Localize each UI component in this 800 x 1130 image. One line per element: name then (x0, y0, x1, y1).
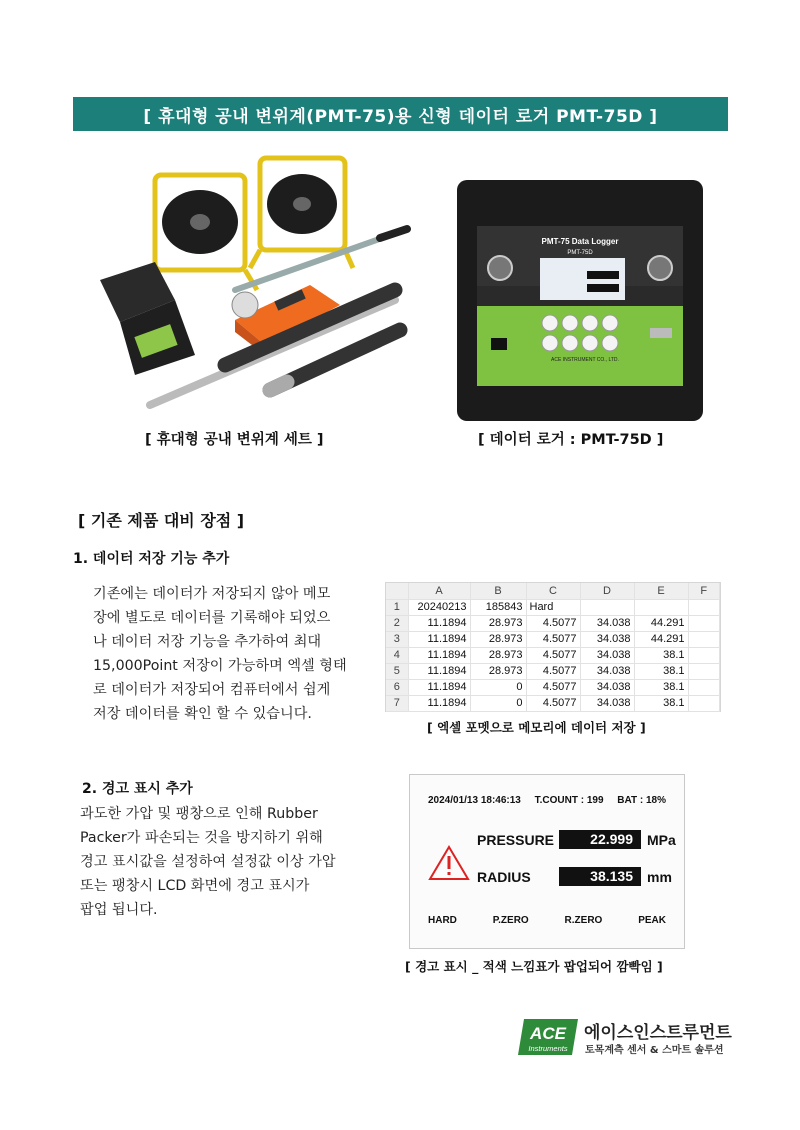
item2-paragraph (80, 802, 390, 922)
item2-heading: 2. 경고 표시 추가 (82, 781, 193, 797)
table-cell: 20240213 (408, 599, 470, 615)
table-cell (688, 615, 720, 631)
lcd-datetime: 2024/01/13 18:46:13 (428, 795, 521, 806)
table-cell: 34.038 (580, 615, 634, 631)
text-line: 팝업 됩니다. (80, 902, 158, 918)
table-row (386, 631, 720, 647)
device-model: PMT-75D (567, 250, 593, 256)
row-number: 6 (386, 679, 408, 695)
table-cell: 34.038 (580, 679, 634, 695)
table-cell: 4.5077 (526, 695, 580, 711)
table-cell: 0 (470, 679, 526, 695)
advantages-heading: [ 기존 제품 대비 장점 ] (78, 511, 245, 530)
logo-badge-main: ACE (530, 1024, 566, 1043)
table-cell (688, 599, 720, 615)
table-cell: 34.038 (580, 631, 634, 647)
table-cell: 44.291 (634, 615, 688, 631)
radius-row (477, 867, 672, 886)
table-cell: 34.038 (580, 647, 634, 663)
table-row (386, 663, 720, 679)
device-title: PMT-75 Data Logger (541, 237, 619, 246)
company-logo (518, 1017, 733, 1057)
table-cell (634, 599, 688, 615)
table-cell: 28.973 (470, 647, 526, 663)
table-cell: 11.1894 (408, 615, 470, 631)
pressure-label: PRESSURE (477, 831, 555, 848)
product-set-photo (95, 150, 415, 415)
table-cell: 11.1894 (408, 647, 470, 663)
warning-icon (428, 845, 470, 886)
excel-col-header: F (688, 583, 720, 599)
logger-case-small (100, 262, 195, 375)
table-row (386, 647, 720, 663)
row-number: 5 (386, 663, 408, 679)
lcd-tcount: T.COUNT : 199 (534, 795, 604, 806)
table-row (386, 695, 720, 711)
device-brand: ACE INSTRUMENT CO., LTD. (551, 357, 619, 363)
table-cell (688, 663, 720, 679)
lcd-btn-hard: HARD (428, 915, 457, 926)
company-tagline: 토목계측 센서 & 스마트 솔루션 (585, 1045, 724, 1056)
table-cell: 38.1 (634, 695, 688, 711)
text-line: 기존에는 데이터가 저장되지 않아 메모 (93, 586, 331, 602)
lcd-btn-peak: PEAK (638, 915, 666, 926)
row-number: 1 (386, 599, 408, 615)
row-number: 2 (386, 615, 408, 631)
table-row (386, 679, 720, 695)
table-cell: 34.038 (580, 663, 634, 679)
radius-label: RADIUS (477, 868, 531, 885)
lcd-caption: [ 경고 표시 _ 적색 느낌표가 팝업되어 깜빡임 ] (405, 959, 663, 974)
excel-col-header: A (408, 583, 470, 599)
table-cell (580, 599, 634, 615)
excel-col-header: C (526, 583, 580, 599)
text-line: 장에 별도로 데이터를 기록해야 되었으 (93, 610, 331, 626)
pressure-row (477, 830, 676, 849)
row-number: 3 (386, 631, 408, 647)
text-line: Packer가 파손되는 것을 방지하기 위해 (80, 830, 323, 846)
table-cell (688, 647, 720, 663)
lcd-battery: BAT : 18% (617, 795, 666, 806)
table-row (386, 599, 720, 615)
table-row (386, 615, 720, 631)
page-title: [ 휴대형 공내 변위계(PMT-75)용 신형 데이터 로거 PMT-75D ] (73, 97, 728, 131)
excel-header-row (386, 583, 720, 599)
row-number: 7 (386, 695, 408, 711)
item1-paragraph (93, 582, 378, 726)
table-cell: 0 (470, 695, 526, 711)
radius-value: 38.135 (559, 867, 641, 886)
right-photo-caption: [ 데이터 로거 : PMT-75D ] (478, 432, 664, 448)
table-cell: 4.5077 (526, 647, 580, 663)
excel-caption: [ 엑셀 포멧으로 메모리에 데이터 저장 ] (427, 720, 646, 735)
table-cell: 28.973 (470, 631, 526, 647)
lcd-status-bar (428, 795, 666, 806)
lcd-screen (409, 774, 685, 949)
table-cell: 28.973 (470, 615, 526, 631)
excel-col-header: D (580, 583, 634, 599)
text-line: 과도한 가압 및 팽창으로 인해 Rubber (80, 806, 318, 822)
table-cell (688, 695, 720, 711)
table-cell: 28.973 (470, 663, 526, 679)
excel-screenshot (385, 582, 721, 712)
table-cell (688, 631, 720, 647)
table-cell: 185843 (470, 599, 526, 615)
pressure-value: 22.999 (559, 830, 641, 849)
ace-logo-badge (518, 1019, 578, 1055)
table-cell: 4.5077 (526, 615, 580, 631)
logo-badge-sub: Instruments (528, 1044, 568, 1053)
text-line: 또는 팽창시 LCD 화면에 경고 표시가 (80, 878, 310, 894)
table-cell: 11.1894 (408, 631, 470, 647)
table-cell: 4.5077 (526, 631, 580, 647)
lcd-button-labels (428, 915, 666, 926)
table-cell: 11.1894 (408, 663, 470, 679)
lcd-btn-pzero: P.ZERO (492, 915, 529, 926)
table-cell: 44.291 (634, 631, 688, 647)
text-line: 저장 데이터를 확인 할 수 있습니다. (93, 706, 312, 722)
text-line: 나 데이터 저장 기능을 추가하여 최대 (93, 634, 322, 650)
company-name: 에이스인스트루먼트 (584, 1023, 732, 1043)
table-cell: 34.038 (580, 695, 634, 711)
lcd-btn-rzero: R.ZERO (564, 915, 603, 926)
table-cell: 11.1894 (408, 679, 470, 695)
excel-corner (386, 583, 408, 599)
table-cell: 38.1 (634, 679, 688, 695)
excel-col-header: E (634, 583, 688, 599)
text-line: 15,000Point 저장이 가능하며 엑셀 형태 (93, 658, 347, 674)
table-cell: 38.1 (634, 647, 688, 663)
table-cell: 4.5077 (526, 679, 580, 695)
left-photo-caption: [ 휴대형 공내 변위계 세트 ] (145, 432, 324, 448)
text-line: 경고 표시값을 설정하여 설정값 이상 가압 (80, 854, 336, 870)
table-cell: 38.1 (634, 663, 688, 679)
row-number: 4 (386, 647, 408, 663)
text-line: 로 데이터가 저장되어 컴퓨터에서 쉽게 (93, 682, 331, 698)
table-cell: 4.5077 (526, 663, 580, 679)
excel-col-header: B (470, 583, 526, 599)
table-cell (688, 679, 720, 695)
table-cell: Hard (526, 599, 580, 615)
item1-heading: 1. 데이터 저장 기능 추가 (73, 551, 230, 567)
radius-unit: mm (647, 868, 672, 885)
data-logger-photo (455, 178, 705, 423)
table-cell: 11.1894 (408, 695, 470, 711)
pressure-unit: MPa (647, 831, 676, 848)
